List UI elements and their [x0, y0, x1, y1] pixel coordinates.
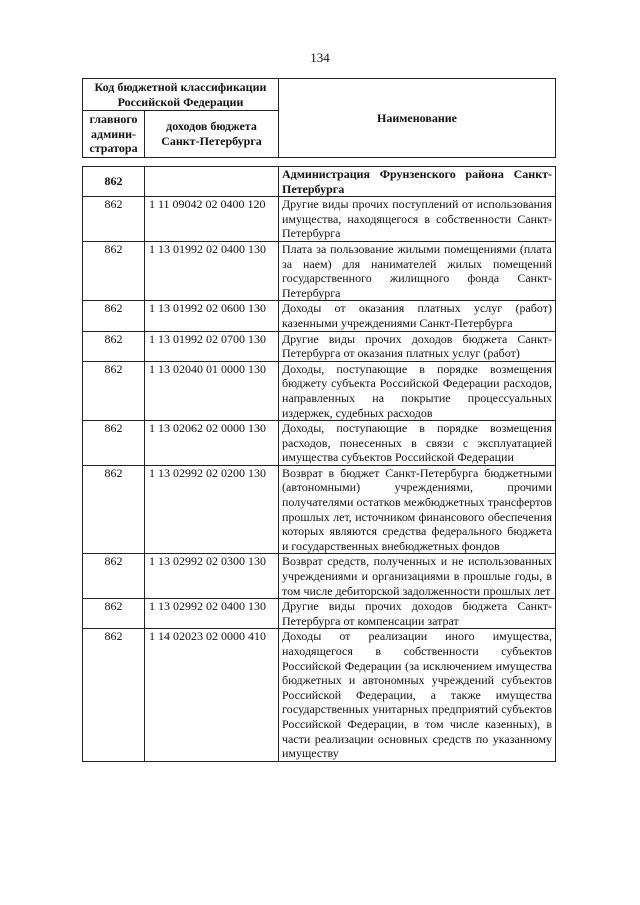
table-row: [83, 465, 556, 554]
header-admin: главного админи-стратора: [83, 111, 145, 158]
admin-code-cell: 862: [83, 554, 145, 599]
name-cell: Доходы от реализации иного имущества, находящегося в собственности субъектов Российской Федерации (за исключением имущества бюджетных и автономных учреждений субъектов Российской Федерации, а также имущества государственных унитарных предприятий субъектов Российской Федерации, в том числе казенных), в части реализации основных средств по указанному имуществу: [279, 629, 556, 761]
admin-code-cell: 862: [83, 331, 145, 361]
admin-code-cell: 862: [83, 361, 145, 420]
income-code-cell: 1 13 02062 02 0000 130: [145, 421, 279, 466]
table-row: [83, 421, 556, 466]
admin-code-cell: 862: [83, 629, 145, 761]
name-cell: Администрация Фрунзенского района Санкт-Петербурга: [279, 167, 556, 197]
name-cell: Возврат средств, полученных и не использованных учреждениями и организациями в прошлые годы, в том числе дебиторской задолженности прошлых лет: [279, 554, 556, 599]
table-row: [83, 361, 556, 420]
admin-code-cell: 862: [83, 301, 145, 331]
admin-code-cell: 862: [83, 197, 145, 242]
income-code-cell: 1 13 01992 02 0700 130: [145, 331, 279, 361]
income-code-cell: 1 13 02992 02 0400 130: [145, 599, 279, 629]
name-cell: Возврат в бюджет Санкт-Петербурга бюджетными (автономными) учреждениями, прочими получателями остатков межбюджетных трансфертов прошлых лет, источником финансового обеспечения которых являются средства федерального бюджета и государственных внебюджетных фондов: [279, 465, 556, 554]
header-name: Наименование: [279, 79, 556, 158]
table-row: [83, 599, 556, 629]
admin-code-cell: 862: [83, 465, 145, 554]
income-code-cell: 1 14 02023 02 0000 410: [145, 629, 279, 761]
name-cell: Плата за пользование жилыми помещениями (плата за наем) для нанимателей жилых помещений государственного жилищного фонда Санкт-Петербурга: [279, 241, 556, 300]
admin-code-cell: 862: [83, 599, 145, 629]
page-number: 134: [310, 50, 330, 65]
codes-table-body: [83, 167, 556, 762]
header-group-title: Код бюджетной классификации Российской Федерации: [83, 79, 279, 111]
income-code-cell: [145, 167, 279, 197]
table-row: [83, 197, 556, 242]
table-row: [83, 554, 556, 599]
admin-code-cell: 862: [83, 421, 145, 466]
income-code-cell: 1 11 09042 02 0400 120: [145, 197, 279, 242]
income-code-cell: 1 13 02992 02 0300 130: [145, 554, 279, 599]
admin-code-cell: 862: [83, 241, 145, 300]
header-income: доходов бюджета Санкт-Петербурга: [145, 111, 279, 158]
codes-table: [82, 166, 556, 762]
header-table: [82, 78, 556, 158]
name-cell: Другие виды прочих доходов бюджета Санкт-Петербурга от оказания платных услуг (работ): [279, 331, 556, 361]
name-cell: Другие виды прочих поступлений от использования имущества, находящегося в собственности Санкт-Петербурга: [279, 197, 556, 242]
income-code-cell: 1 13 02992 02 0200 130: [145, 465, 279, 554]
table-row: [83, 331, 556, 361]
income-code-cell: 1 13 02040 01 0000 130: [145, 361, 279, 420]
name-cell: Доходы от оказания платных услуг (работ) казенными учреждениями Санкт-Петербурга: [279, 301, 556, 331]
table-row: [83, 167, 556, 197]
name-cell: Доходы, поступающие в порядке возмещения бюджету субъекта Российской Федерации расходов, направленных на покрытие процессуальных издержек, судебных расходов: [279, 361, 556, 420]
table-row: [83, 629, 556, 761]
table-row: [83, 301, 556, 331]
table-row: [83, 241, 556, 300]
admin-code-cell: 862: [83, 167, 145, 197]
income-code-cell: 1 13 01992 02 0400 130: [145, 241, 279, 300]
name-cell: Доходы, поступающие в порядке возмещения расходов, понесенных в связи с эксплуатацией имущества субъектов Российской Федерации: [279, 421, 556, 466]
income-code-cell: 1 13 01992 02 0600 130: [145, 301, 279, 331]
name-cell: Другие виды прочих доходов бюджета Санкт-Петербурга от компенсации затрат: [279, 599, 556, 629]
